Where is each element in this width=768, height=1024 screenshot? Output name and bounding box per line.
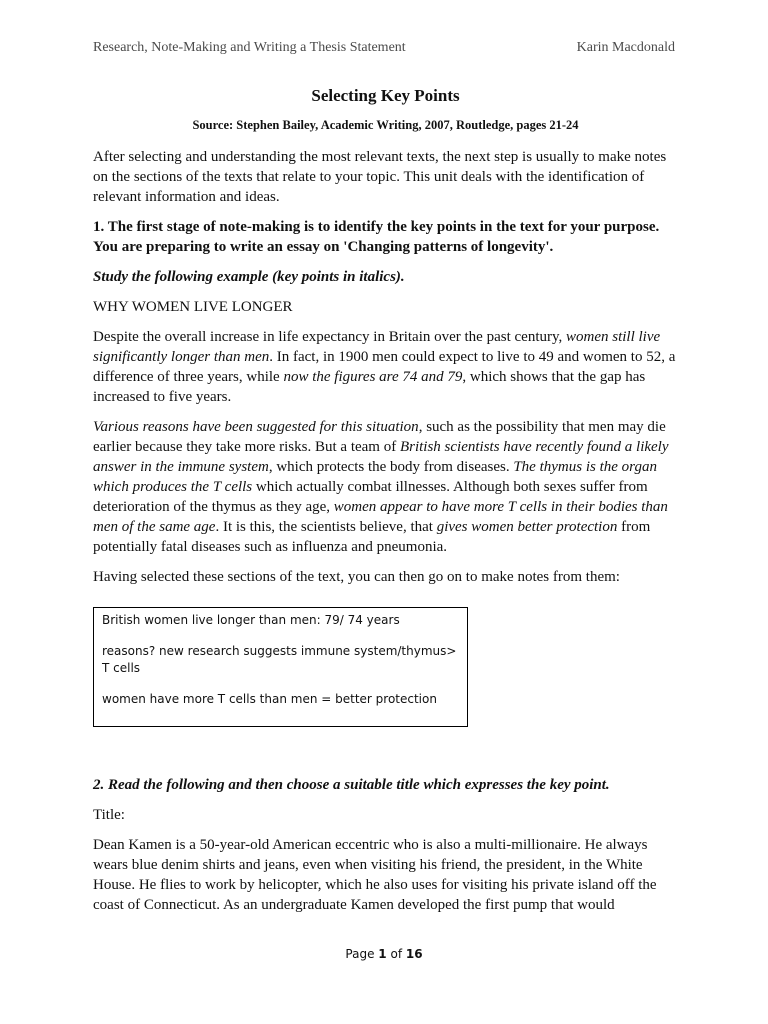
page-total: 16 — [405, 947, 423, 961]
study-instruction: Study the following example (key points in italics). — [93, 269, 405, 285]
example-heading: WHY WOMEN LIVE LONGER — [93, 299, 293, 315]
text-run: , such as the possibility that men may die earlier because they take more risks. But a team of — [93, 419, 666, 455]
running-header — [93, 40, 675, 56]
page-footer — [0, 947, 768, 961]
text-run: . It is this, the scientists believe, that — [215, 519, 437, 535]
note-line: reasons? new research suggests immune system/thymus> T cells — [102, 644, 457, 675]
notes-box — [93, 607, 468, 727]
key-point: women still live significantly longer than men — [93, 329, 661, 365]
text-run: from potentially fatal diseases such as influenza and pneumonia. — [93, 519, 651, 555]
note-line: British women live longer than men: 79/ 74 years — [102, 613, 400, 627]
key-point: British scientists have recently found a likely answer in the immune system — [93, 439, 669, 475]
page-content — [93, 86, 678, 925]
text-run: , which shows that the gap has increased to five years. — [93, 369, 646, 405]
kamen-paragraph: Dean Kamen is a 50-year-old American eccentric who is also a multi-millionaire. He always wears blue denim shirts and jeans, even when visiting his friend, the president, in the White House. He flies to work by helicopter, which he also uses for visiting his private island off the coast of Connecticut. As an undergraduate Kamen developed the first pump that would — [93, 837, 657, 913]
key-point: The thymus is the organ which produces the T cells — [93, 459, 657, 495]
footer-of: of — [386, 947, 406, 961]
header-author: Karin Macdonald — [576, 40, 675, 55]
text-run: Despite the overall increase in life expectancy in Britain over the past century, — [93, 329, 567, 345]
key-point: now the figures are 74 and 79 — [283, 369, 463, 385]
page-title: Selecting Key Points — [311, 86, 460, 105]
title-label: Title: — [93, 807, 125, 823]
source-line: Source: Stephen Bailey, Academic Writing, 2007, Routledge, pages 21-24 — [192, 118, 579, 132]
text-run: which actually combat illnesses. Although both sexes suffer from deterioration of the thymus as they age, — [93, 479, 648, 515]
footer-label: Page — [345, 947, 379, 961]
intro-paragraph: After selecting and understanding the most relevant texts, the next step is usually to make notes on the sections of the texts that relate to your topic. This unit deals with the identification of relevant information and ideas. — [93, 149, 667, 205]
note-line: women have more T cells than men = better protection — [102, 692, 437, 706]
key-point: women appear to have more T cells in their bodies than men of the same age — [93, 499, 668, 535]
example-paragraph-2 — [93, 417, 678, 557]
question-1: 1. The first stage of note-making is to identify the key points in the text for your purpose. You are preparing to write an essay on 'Changing patterns of longevity'. — [93, 219, 660, 255]
selected-text-paragraph: Having selected these sections of the text, you can then go on to make notes from them: — [93, 569, 620, 585]
key-point: Various reasons have been suggested for this situation — [93, 419, 419, 435]
text-run: . In fact, in 1900 men could expect to live to 49 and women to 52, a difference of three years, while — [93, 349, 676, 385]
example-paragraph-1 — [93, 327, 678, 407]
question-2: 2. Read the following and then choose a suitable title which expresses the key point. — [93, 777, 610, 793]
page-number: 1 — [378, 947, 387, 961]
header-title: Research, Note-Making and Writing a Thesis Statement — [93, 40, 406, 55]
key-point: gives women better protection — [436, 519, 618, 535]
text-run: , which protects the body from diseases. — [268, 459, 514, 475]
